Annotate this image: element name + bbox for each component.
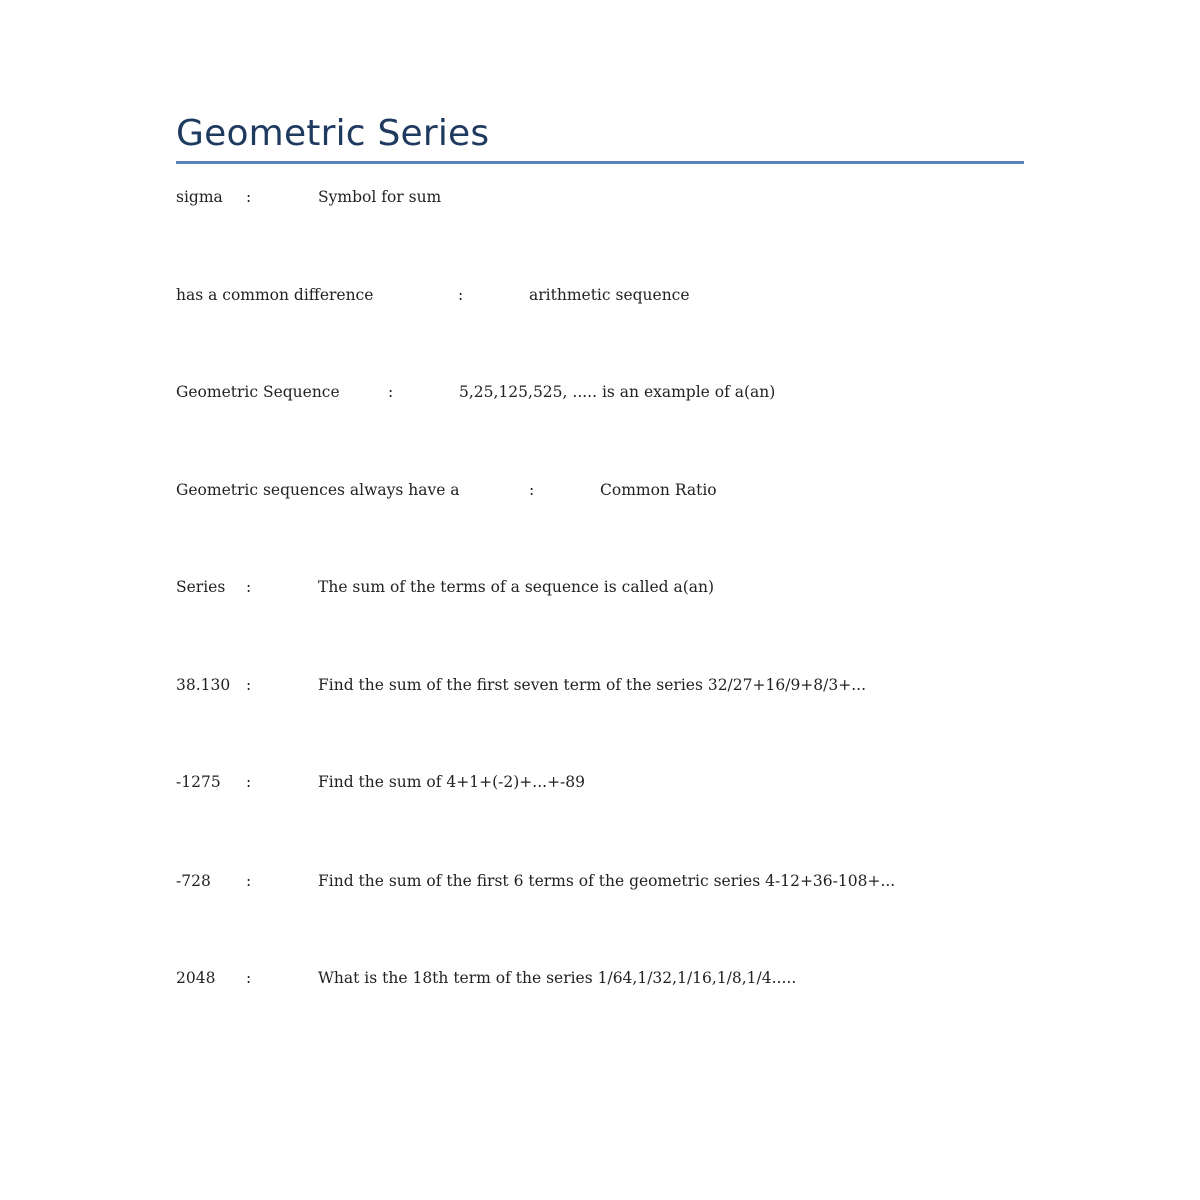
entry-term: has a common difference [176, 286, 374, 304]
flashcard-entry [0, 673, 1200, 697]
entry-definition: Symbol for sum [318, 188, 442, 206]
flashcard-entry [0, 575, 1200, 599]
entry-separator: : [246, 773, 252, 791]
flashcard-entry [0, 869, 1200, 893]
entry-separator: : [388, 383, 394, 401]
entry-definition: Find the sum of 4+1+(-2)+...+-89 [318, 773, 586, 791]
entry-definition: Find the sum of the first 6 terms of the geometric series 4-12+36-108+... [318, 872, 896, 890]
entry-definition: Common Ratio [600, 481, 717, 499]
flashcard-entry [0, 966, 1200, 990]
entry-definition: The sum of the terms of a sequence is called a(an) [318, 578, 715, 596]
flashcard-entry [0, 380, 1200, 404]
entry-definition: What is the 18th term of the series 1/64,1/32,1/16,1/8,1/4..... [318, 969, 797, 987]
flashcard-entry [0, 185, 1200, 209]
document-title: Geometric Series [176, 113, 490, 154]
entry-definition: arithmetic sequence [529, 286, 690, 304]
flashcard-entry [0, 283, 1200, 307]
entry-definition: 5,25,125,525, ..... is an example of a(an) [459, 383, 776, 401]
entry-term: Geometric Sequence [176, 383, 340, 401]
entry-term: 2048 [176, 969, 216, 987]
entry-separator: : [246, 676, 252, 694]
entry-term: 38.130 [176, 676, 231, 694]
flashcard-entry [0, 770, 1200, 794]
entry-term: -1275 [176, 773, 221, 791]
entry-separator: : [529, 481, 535, 499]
entry-term: Geometric sequences always have a [176, 481, 460, 499]
entry-term: Series [176, 578, 226, 596]
title-underline [176, 161, 1024, 164]
entry-separator: : [246, 872, 252, 890]
entry-definition: Find the sum of the first seven term of the series 32/27+16/9+8/3+... [318, 676, 867, 694]
entry-term: -728 [176, 872, 211, 890]
entry-separator: : [246, 969, 252, 987]
flashcard-entry [0, 478, 1200, 502]
entry-separator: : [458, 286, 464, 304]
entry-separator: : [246, 578, 252, 596]
entry-separator: : [246, 188, 252, 206]
entry-term: sigma [176, 188, 223, 206]
